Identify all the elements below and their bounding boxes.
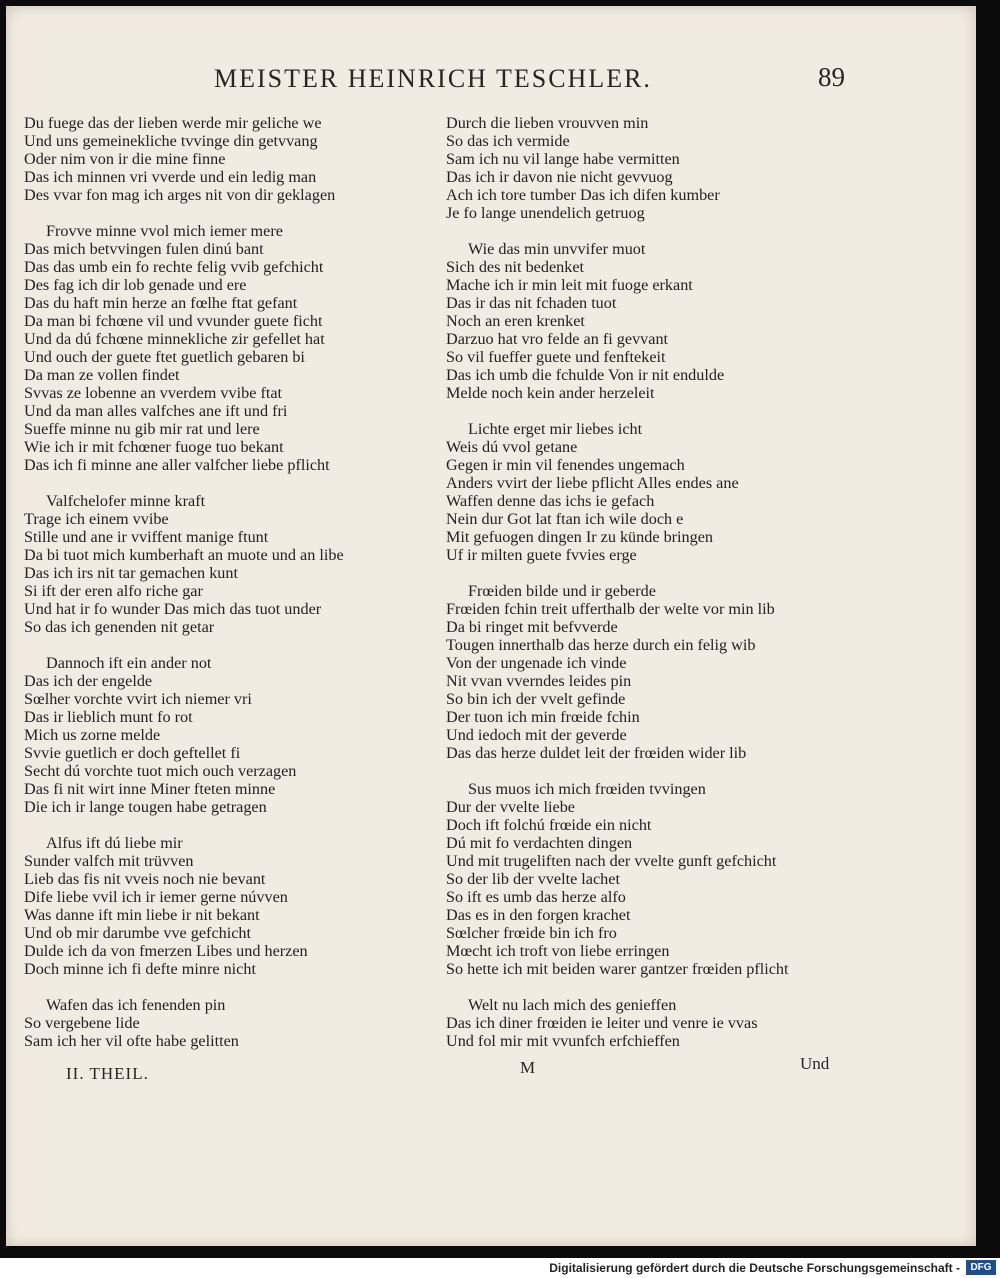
verse-line: Welt nu lach mich des genieffen [468, 996, 677, 1014]
right-stanza [446, 114, 886, 222]
verse-line: Sus muos ich mich frœiden tvvingen [468, 780, 706, 798]
verse-line: So ift es umb das herze alfo [446, 888, 626, 906]
left-stanza [24, 654, 434, 816]
verse-line: Das ich diner frœiden ie leiter und venre ie vvas [446, 1014, 758, 1032]
verse-line: Der tuon ich min frœide fchin [446, 708, 640, 726]
dfg-logo: DFG [966, 1260, 996, 1275]
verse-line: Und hat ir fo wunder Das mich das tuot under [24, 600, 322, 618]
verse-line: Nein dur Got lat ftan ich wile doch e [446, 510, 684, 528]
verse-line: Das du haft min herze an fœlhe ftat gefant [24, 294, 298, 312]
verse-line: Dur der vvelte liebe [446, 798, 575, 816]
verse-line: Du fuege das der lieben werde mir geliche we [24, 114, 322, 132]
verse-line: Das ich umb die fchulde Von ir nit endulde [446, 366, 725, 384]
verse-line: Das ich der engelde [24, 672, 153, 690]
verse-line: Alfus ift dú liebe mir [46, 834, 183, 852]
verse-line: Dú mit fo verdachten dingen [446, 834, 633, 852]
verse-line: Nit vvan vverndes leides pin [446, 672, 632, 690]
verse-line: Und da man alles valfches ane ift und fri [24, 402, 288, 420]
verse-line: Valfchelofer minne kraft [46, 492, 206, 510]
verse-line: Die ich ir lange tougen habe getragen [24, 798, 267, 816]
verse-line: Und ob mir darumbe vve gefchicht [24, 924, 252, 942]
verse-line: Ach ich tore tumber Das ich difen kumber [446, 186, 720, 204]
verse-line: Sam ich nu vil lange habe vermitten [446, 150, 680, 168]
left-stanza [24, 492, 434, 636]
verse-line: So vil fueffer guete und fenftekeit [446, 348, 666, 366]
verse-line: Da man ze vollen findet [24, 366, 180, 384]
left-stanza [24, 996, 434, 1050]
verse-line: Uf ir milten guete fvvies erge [446, 546, 637, 564]
verse-line: Sœlcher frœide bin ich fro [446, 924, 617, 942]
left-stanza [24, 222, 434, 474]
verse-line: Mich us zorne melde [24, 726, 161, 744]
signature-letter: M [520, 1058, 536, 1077]
verse-line: Das ich ir davon nie nicht gevvuog [446, 168, 673, 186]
verse-line: Da bi ringet mit befvverde [446, 618, 618, 636]
verse-line: Von der ungenade ich vinde [446, 654, 627, 672]
funding-credit: Digitalisierung gefördert durch die Deutsche Forschungsgemeinschaft - [549, 1261, 960, 1275]
verse-line: Gegen ir min vil fenendes ungemach [446, 456, 685, 474]
verse-line: Sœlher vorchte vvirt ich niemer vri [24, 690, 252, 708]
signature-mark: II. THEIL. [66, 1064, 149, 1083]
verse-line: Secht dú vorchte tuot mich ouch verzagen [24, 762, 297, 780]
verse-line: Frœiden bilde und ir geberde [468, 582, 656, 600]
verse-line: Lieb das fis nit vveis noch nie bevant [24, 870, 266, 888]
verse-line: Sueffe minne nu gib mir rat und lere [24, 420, 260, 438]
verse-line: So vergebene lide [24, 1014, 140, 1032]
verse-line: Und uns gemeinekliche tvvinge din getvvang [24, 132, 318, 150]
verse-line: Svvie guetlich er doch geftellet fi [24, 744, 241, 762]
left-stanza [24, 834, 434, 978]
verse-line: Anders vvirt der liebe pflicht Alles endes ane [446, 474, 739, 492]
right-stanza [446, 420, 886, 564]
verse-line: Je fo lange unendelich getruog [446, 204, 645, 222]
verse-line: Das ich minnen vri vverde und ein ledig man [24, 168, 317, 186]
verse-line: Durch die lieben vrouvven min [446, 114, 649, 132]
verse-line: Sunder valfch mit trüvven [24, 852, 194, 870]
verse-line: Das ich irs nit tar gemachen kunt [24, 564, 238, 582]
verse-line: Doch minne ich fi defte minre nicht [24, 960, 256, 978]
verse-line: Das ir lieblich munt fo rot [24, 708, 193, 726]
right-text-column [446, 114, 886, 1068]
verse-line: Darzuo hat vro felde an fi gevvant [446, 330, 669, 348]
verse-line: Si ift der eren alfo riche gar [24, 582, 203, 600]
right-stanza [446, 996, 886, 1050]
verse-line: Trage ich einem vvibe [24, 510, 169, 528]
verse-line: Oder nim von ir die mine finne [24, 150, 226, 168]
verse-line: Und iedoch mit der geverde [446, 726, 627, 744]
verse-line: Und fol mir mit vvunfch erfchieffen [446, 1032, 680, 1050]
verse-line: Lichte erget mir liebes icht [468, 420, 643, 438]
verse-line: Frœiden fchin treit ufferthalb der welte vor min lib [446, 600, 775, 618]
verse-line: Und mit trugeliften nach der vvelte gunft gefchicht [446, 852, 777, 870]
verse-line: Sich des nit bedenket [446, 258, 585, 276]
verse-line: Sam ich her vil ofte habe gelitten [24, 1032, 239, 1050]
verse-line: Das das umb ein fo rechte felig vvib gefchicht [24, 258, 324, 276]
verse-line: Was danne ift min liebe ir nit bekant [24, 906, 260, 924]
credit-bar [0, 1258, 1000, 1278]
verse-line: Das ich fi minne ane aller valfcher liebe pflicht [24, 456, 330, 474]
verse-line: Doch ift folchú frœide ein nicht [446, 816, 652, 834]
verse-line: So das ich vermide [446, 132, 570, 150]
verse-line: Da man bi fchœne vil und vvunder guete ficht [24, 312, 323, 330]
verse-line: Da bi tuot mich kumberhaft an muote und an libe [24, 546, 344, 564]
verse-line: So hette ich mit beiden warer gantzer frœiden pflicht [446, 960, 789, 978]
verse-line: Das ir das nit fchaden tuot [446, 294, 617, 312]
verse-line: Dife liebe vvil ich ir iemer gerne núvven [24, 888, 288, 906]
left-stanza [24, 114, 434, 204]
verse-line: Wie das min unvvifer muot [468, 240, 646, 258]
page-header [6, 58, 976, 98]
verse-line: Wafen das ich fenenden pin [46, 996, 226, 1014]
book-page [6, 6, 976, 1246]
verse-line: Waffen denne das ichs ie gefach [446, 492, 655, 510]
verse-line: Mœcht ich troft von liebe erringen [446, 942, 670, 960]
running-title: MEISTER HEINRICH TESCHLER. [214, 64, 652, 93]
verse-line: Noch an eren krenket [446, 312, 585, 330]
verse-line: Melde noch kein ander herzeleit [446, 384, 655, 402]
verse-line: Wie ich ir mit fchœner fuoge tuo bekant [24, 438, 284, 456]
verse-line: So bin ich der vvelt gefinde [446, 690, 626, 708]
verse-line: Und ouch der guete ftet guetlich gebaren bi [24, 348, 305, 366]
verse-line: Frovve minne vvol mich iemer mere [46, 222, 283, 240]
verse-line: Das fi nit wirt inne Miner fteten minne [24, 780, 276, 798]
verse-line: Das das herze duldet leit der frœiden wider lib [446, 744, 747, 762]
verse-line: Das es in den forgen krachet [446, 906, 631, 924]
verse-line: Das mich betvvingen fulen dinú bant [24, 240, 264, 258]
page-number: 89 [818, 62, 845, 92]
verse-line: Weis dú vvol getane [446, 438, 578, 456]
verse-line: Dannoch ift ein ander not [46, 654, 212, 672]
verse-line: Mit gefuogen dingen Ir zu künde bringen [446, 528, 714, 546]
verse-line: Und da dú fchœne minnekliche zir gefellet hat [24, 330, 325, 348]
catchword: Und [800, 1054, 830, 1073]
verse-line: Mache ich ir min leit mit fuoge erkant [446, 276, 693, 294]
verse-line: Dulde ich da von fmerzen Libes und herzen [24, 942, 308, 960]
right-stanza [446, 780, 886, 978]
left-text-column [24, 114, 434, 1068]
verse-line: Svvas ze lobenne an vverdem vvibe ftat [24, 384, 283, 402]
verse-line: So das ich genenden nit getar [24, 618, 215, 636]
verse-line: Des fag ich dir lob genade und ere [24, 276, 247, 294]
right-stanza [446, 582, 886, 762]
verse-line: So der lib der vvelte lachet [446, 870, 620, 888]
verse-line: Des vvar fon mag ich arges nit von dir geklagen [24, 186, 336, 204]
right-stanza [446, 240, 886, 402]
verse-line: Tougen innerthalb das herze durch ein felig wib [446, 636, 756, 654]
verse-line: Stille und ane ir vviffent manige ftunt [24, 528, 269, 546]
